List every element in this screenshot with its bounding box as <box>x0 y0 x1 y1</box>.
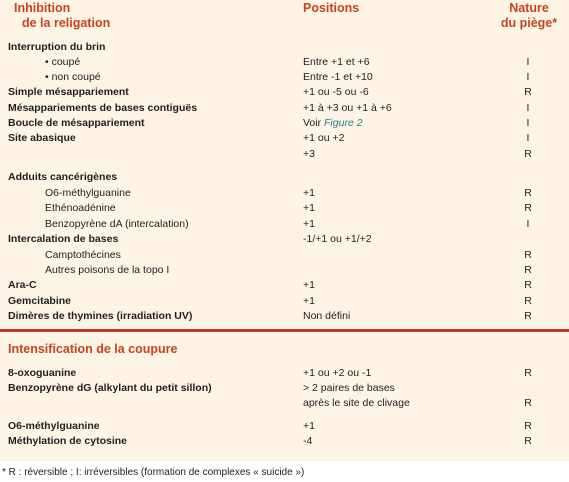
row-position: +1 <box>303 187 315 199</box>
row-nature: I <box>526 56 530 68</box>
row-label: Mésappariements de bases contiguës <box>8 102 198 114</box>
row-position: +1 <box>303 279 315 291</box>
table-row <box>0 248 569 263</box>
row-nature: R <box>524 310 532 322</box>
row-position: après le site de clivage <box>303 397 410 409</box>
header-positions: Positions <box>303 1 360 15</box>
row-nature: I <box>526 117 530 129</box>
row-position: +1 à +3 ou +1 à +6 <box>303 102 392 114</box>
row-nature: I <box>526 71 530 83</box>
row-position: +1 ou +2 ou -1 <box>303 367 372 379</box>
table-row <box>0 396 569 411</box>
row-label: O6-méthylguanine <box>45 187 131 199</box>
table-row <box>0 201 569 216</box>
row-position: > 2 paires de bases <box>303 382 395 394</box>
table-row <box>0 101 569 116</box>
row-position: +3 <box>303 148 315 160</box>
table-row <box>0 186 569 201</box>
table-row <box>0 263 569 278</box>
table-row <box>0 294 569 309</box>
row-position: +1 <box>303 420 315 432</box>
row-label: Dimères de thymines (irradiation UV) <box>8 310 193 322</box>
row-label: Méthylation de cytosine <box>8 435 128 447</box>
table-row <box>0 170 569 185</box>
table-row <box>0 278 569 293</box>
row-position: Entre +1 et +6 <box>303 56 370 68</box>
row-label: Benzopyrène dG (alkylant du petit sillon) <box>8 382 212 394</box>
table-row <box>0 232 569 247</box>
row-label: Interruption du brin <box>8 41 106 53</box>
row-nature: R <box>524 264 532 276</box>
row-label: Boucle de mésappariement <box>8 117 145 129</box>
row-nature: I <box>526 132 530 144</box>
row-label: Adduits cancérigènes <box>8 171 118 183</box>
row-nature: R <box>524 86 532 98</box>
row-label: Ethénoadénine <box>45 202 116 214</box>
row-label: Camptothécines <box>45 249 121 261</box>
table-row <box>0 366 569 381</box>
row-position: +1 ou -5 ou -6 <box>303 86 369 98</box>
table-row <box>0 116 569 131</box>
row-position: Non défini <box>303 310 351 322</box>
row-nature: R <box>524 249 532 261</box>
row-nature: I <box>526 218 530 230</box>
header-inhibition-line1: Inhibition <box>14 1 71 15</box>
header-inhibition-line2: de la religation <box>22 16 111 30</box>
row-nature: R <box>524 202 532 214</box>
row-nature: R <box>524 279 532 291</box>
footnote: * R : réversible ; I: irréversibles (formation de complexes « suicide ») <box>2 467 305 478</box>
row-label: Intercalation de bases <box>8 233 119 245</box>
table-row <box>0 70 569 85</box>
row-label: Ara-C <box>8 279 37 291</box>
row-label: Gemcitabine <box>8 295 72 307</box>
row-position: +1 <box>303 295 315 307</box>
row-nature: R <box>524 187 532 199</box>
table-row <box>0 419 569 434</box>
table-row <box>0 131 569 146</box>
row-label: Simple mésappariement <box>8 86 129 98</box>
row-position: Entre -1 et +10 <box>303 71 373 83</box>
row-position: Voir Figure 2 <box>303 117 363 129</box>
row-label: Autres poisons de la topo I <box>45 264 170 276</box>
section-divider <box>0 329 569 332</box>
row-label: O6-méthylguanine <box>8 420 100 432</box>
header-inhibition <box>14 1 110 31</box>
section-title-intensification: Intensification de la coupure <box>8 342 178 356</box>
header-nature: Nature du piège* <box>500 1 558 30</box>
row-position: -1/+1 ou +1/+2 <box>303 233 372 245</box>
table-row <box>0 434 569 449</box>
table-row <box>0 147 569 162</box>
row-nature: R <box>524 435 532 447</box>
row-position: -4 <box>303 435 313 447</box>
row-label: Site abasique <box>8 132 76 144</box>
row-label: Benzopyrène dA (intercalation) <box>45 218 189 230</box>
row-label: • coupé <box>45 56 81 68</box>
figure-link: Figure 2 <box>324 117 363 129</box>
table-row <box>0 381 569 396</box>
row-position: +1 ou +2 <box>303 132 345 144</box>
row-nature: R <box>524 148 532 160</box>
row-nature: R <box>524 397 532 409</box>
table-row <box>0 55 569 70</box>
table-row <box>0 40 569 55</box>
row-position: +1 <box>303 218 315 230</box>
table-row <box>0 217 569 232</box>
row-label: • non coupé <box>45 71 101 83</box>
row-nature: R <box>524 295 532 307</box>
row-position: +1 <box>303 202 315 214</box>
row-nature: R <box>524 367 532 379</box>
row-nature: R <box>524 420 532 432</box>
row-nature: I <box>526 102 530 114</box>
table-row <box>0 85 569 100</box>
table-row <box>0 309 569 324</box>
row-label: 8-oxoguanine <box>8 367 77 379</box>
